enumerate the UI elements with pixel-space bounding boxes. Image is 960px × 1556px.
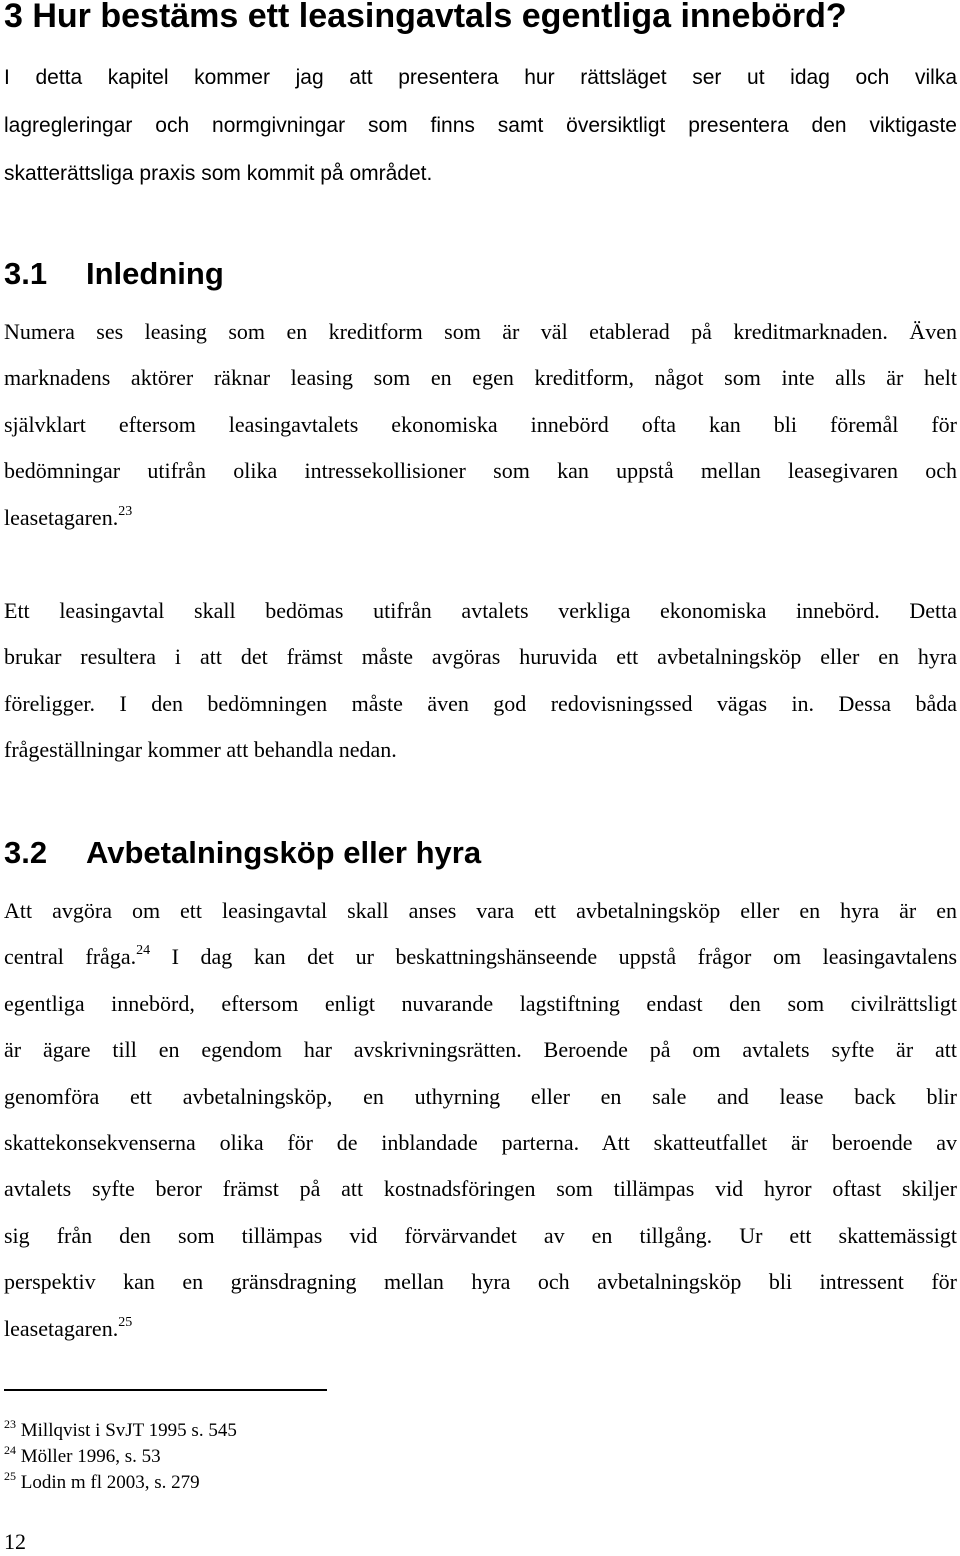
- page-number: 12: [4, 1529, 26, 1554]
- chapter-intro: [4, 54, 957, 198]
- text-fragment: leasetagaren.: [4, 1315, 119, 1341]
- section-heading-3-2: [4, 833, 954, 873]
- text-fragment: central fråga.: [4, 944, 137, 970]
- intro-line: lagregleringar och normgivningar som finns samt översiktligt presentera den viktigaste: [4, 114, 957, 137]
- text-line: [4, 1306, 957, 1352]
- text-fragment: leasetagaren.: [4, 504, 119, 530]
- section-title: Inledning: [86, 256, 224, 291]
- text-line: [4, 495, 957, 541]
- footnote-ref-25: 25: [118, 1314, 133, 1330]
- footnote-number: 24: [4, 1443, 16, 1457]
- section-3-1-paragraph-2: [4, 588, 957, 774]
- section-number: 3.1: [4, 256, 48, 291]
- section-heading-3-1: [4, 254, 954, 294]
- text-line: Att avgöra om ett leasingavtal skall anses vara ett avbetalningsköp eller en hyra är en: [4, 898, 957, 923]
- text-line: frågeställningar kommer att behandla nedan.: [4, 737, 397, 763]
- section-3-1-paragraph-1: [4, 309, 957, 541]
- text-line: självklart eftersom leasingavtalets ekonomiska innebörd ofta kan bli föremål för: [4, 411, 957, 437]
- footnote-divider: [4, 1389, 327, 1391]
- section-number: 3.2: [4, 835, 48, 870]
- text-line: Numera ses leasing som en kreditform som är väl etablerad på kreditmarknaden. Även: [4, 319, 957, 344]
- text-line: brukar resultera i att det främst måste avgöras huruvida ett avbetalningsköp eller en hyra: [4, 644, 957, 670]
- intro-line: I detta kapitel kommer jag att presentera hur rättsläget ser ut idag och vilka: [4, 66, 957, 89]
- footnote-24: [4, 1444, 161, 1470]
- text-line: skattekonsekvenserna olika för de inblandade parterna. Att skatteutfallet är beroende av: [4, 1129, 957, 1155]
- chapter-heading: 3 Hur bestäms ett leasingavtals egentliga innebörd?: [4, 0, 847, 35]
- footnote-text: Millqvist i SvJT 1995 s. 545: [20, 1420, 237, 1441]
- footnote-ref-24: 24: [136, 943, 151, 959]
- text-line: är ägare till en egendom har avskrivningsrätten. Beroende på om avtalets syfte är att: [4, 1037, 957, 1063]
- footnote-number: 25: [4, 1469, 16, 1483]
- intro-line: skatterättsliga praxis som kommit på området.: [4, 162, 433, 185]
- footnote-text: Möller 1996, s. 53: [20, 1446, 161, 1467]
- footnote-25: [4, 1470, 200, 1496]
- text-line: perspektiv kan en gränsdragning mellan hyra och avbetalningsköp bli intressent för: [4, 1269, 957, 1295]
- text-fragment: I dag kan det ur beskattningshänseende uppstå frågor om leasingavtalens: [150, 944, 958, 970]
- footnote-23: [4, 1418, 237, 1444]
- section-3-2-paragraph-1: [4, 888, 957, 1352]
- text-line: sig från den som tillämpas vid förvärvandet av en tillgång. Ur ett skattemässigt: [4, 1222, 957, 1248]
- text-line: [4, 934, 957, 980]
- footnote-text: Lodin m fl 2003, s. 279: [20, 1472, 200, 1493]
- text-line: avtalets syfte beror främst på att kostnadsföringen som tillämpas vid hyror oftast skiljer: [4, 1176, 957, 1202]
- text-line: Ett leasingavtal skall bedömas utifrån avtalets verkliga ekonomiska innebörd. Detta: [4, 598, 957, 623]
- text-line: egentliga innebörd, eftersom enligt nuvarande lagstiftning endast den som civilrättsligt: [4, 990, 957, 1016]
- section-title: Avbetalningsköp eller hyra: [86, 835, 482, 870]
- footnote-ref-23: 23: [118, 503, 133, 519]
- footnote-number: 23: [4, 1417, 16, 1431]
- text-line: marknadens aktörer räknar leasing som en egen kreditform, något som inte alls är helt: [4, 365, 957, 391]
- text-line: genomföra ett avbetalningsköp, en uthyrning eller en sale and lease back blir: [4, 1083, 957, 1109]
- text-line: bedömningar utifrån olika intressekollisioner som kan uppstå mellan leasegivaren och: [4, 458, 957, 484]
- text-line: föreligger. I den bedömningen måste även god redovisningssed vägas in. Dessa båda: [4, 690, 957, 716]
